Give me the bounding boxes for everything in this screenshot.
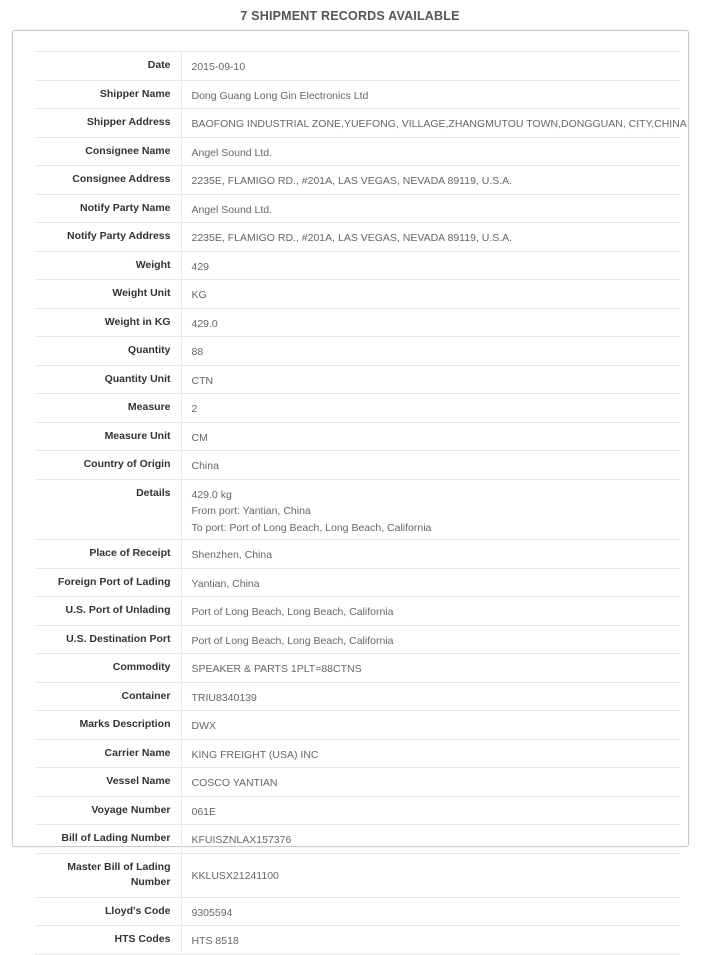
- row-quantity-unit: [35, 365, 680, 394]
- field-label: HTS Codes: [35, 926, 181, 955]
- row-commodity: [35, 654, 680, 683]
- field-value: KFUISZNLAX157376: [181, 825, 680, 854]
- field-label-line: Number: [130, 876, 171, 888]
- field-value: Port of Long Beach, Long Beach, California: [181, 625, 680, 654]
- field-label: Measure Unit: [35, 422, 181, 451]
- field-label: U.S. Destination Port: [35, 625, 181, 654]
- row-weight-unit: [35, 280, 680, 309]
- row-foreign-port-of-lading: [35, 568, 680, 597]
- field-label: Date: [35, 52, 181, 81]
- row-weight: [35, 251, 680, 280]
- row-us-port-of-unlading: [35, 597, 680, 626]
- field-label: Voyage Number: [35, 796, 181, 825]
- field-label: [35, 853, 181, 897]
- row-marks-description: [35, 711, 680, 740]
- field-label: Details: [35, 479, 181, 540]
- row-voyage-number: [35, 796, 680, 825]
- row-details: [35, 479, 680, 540]
- field-value: Angel Sound Ltd.: [181, 194, 680, 223]
- field-value: Dong Guang Long Gin Electronics Ltd: [181, 80, 680, 109]
- details-to-port-line: To port: Port of Long Beach, Long Beach, California: [191, 521, 432, 534]
- details-from-port-line: From port: Yantian, China: [191, 505, 311, 517]
- field-label: Container: [35, 682, 181, 711]
- row-consignee-address: [35, 166, 680, 195]
- field-value: BAOFONG INDUSTRIAL ZONE,YUEFONG, VILLAGE,ZHANGMUTOU TOWN,DONGGUAN, CITY,CHINA: [181, 109, 680, 138]
- field-value: KG: [181, 280, 680, 309]
- row-carrier-name: [35, 739, 680, 768]
- field-value: 9305594: [181, 897, 680, 926]
- field-value: COSCO YANTIAN: [181, 768, 680, 797]
- field-label: Place of Receipt: [35, 540, 181, 569]
- field-label-line: Master Bill of Lading: [67, 860, 171, 873]
- field-label: Notify Party Address: [35, 223, 181, 252]
- row-container: [35, 682, 680, 711]
- field-label: Vessel Name: [35, 768, 181, 797]
- details-weight-line: 429.0 kg: [191, 488, 232, 501]
- field-value: DWX: [181, 711, 680, 740]
- row-quantity: [35, 337, 680, 366]
- row-measure-unit: [35, 422, 680, 451]
- field-label: Marks Description: [35, 711, 181, 740]
- field-value: SPEAKER & PARTS 1PLT=88CTNS: [181, 654, 680, 683]
- field-value: CTN: [181, 365, 680, 394]
- row-lloyds-code: [35, 897, 680, 926]
- field-label: Quantity: [35, 337, 181, 366]
- field-label: Notify Party Name: [35, 194, 181, 223]
- field-value: 429: [181, 251, 680, 280]
- field-value: 2: [181, 394, 680, 423]
- row-country-of-origin: [35, 451, 680, 480]
- field-label: U.S. Port of Unlading: [35, 597, 181, 626]
- field-label: Lloyd's Code: [35, 897, 181, 926]
- field-value: 2235E, FLAMIGO RD., #201A, LAS VEGAS, NEVADA 89119, U.S.A.: [181, 223, 680, 252]
- field-label: Country of Origin: [35, 451, 181, 480]
- field-value: Port of Long Beach, Long Beach, California: [181, 597, 680, 626]
- field-value: China: [181, 451, 680, 480]
- field-value: Angel Sound Ltd.: [181, 137, 680, 166]
- row-notify-party-name: [35, 194, 680, 223]
- shipment-record-table: [35, 51, 687, 955]
- row-bill-of-lading-number: [35, 825, 680, 854]
- row-consignee-name: [35, 137, 680, 166]
- field-value: 2235E, FLAMIGO RD., #201A, LAS VEGAS, NEVADA 89119, U.S.A.: [181, 166, 680, 195]
- field-label: Weight: [35, 251, 181, 280]
- field-value: KKLUSX21241100: [181, 853, 680, 897]
- field-label: Weight Unit: [35, 280, 181, 309]
- row-shipper-address: [35, 109, 680, 138]
- row-shipper-name: [35, 80, 680, 109]
- field-value: [181, 479, 680, 540]
- field-value: HTS 8518: [181, 926, 680, 955]
- field-label: Bill of Lading Number: [35, 825, 181, 854]
- row-place-of-receipt: [35, 540, 680, 569]
- shipment-record-card: [12, 30, 689, 947]
- field-label: Commodity: [35, 654, 181, 683]
- field-label: Quantity Unit: [35, 365, 181, 394]
- field-value: 88: [181, 337, 680, 366]
- field-value: 429.0: [181, 308, 680, 337]
- row-notify-party-address: [35, 223, 680, 252]
- row-vessel-name: [35, 768, 680, 797]
- field-value: 2015-09-10: [181, 52, 680, 81]
- field-label: Foreign Port of Lading: [35, 568, 181, 597]
- field-value: TRIU8340139: [181, 682, 680, 711]
- row-date: [35, 52, 680, 81]
- field-label: Shipper Address: [35, 109, 181, 138]
- field-value: CM: [181, 422, 680, 451]
- field-label: Measure: [35, 394, 181, 423]
- row-weight-in-kg: [35, 308, 680, 337]
- field-value: KING FREIGHT (USA) INC: [181, 739, 680, 768]
- field-label: Carrier Name: [35, 739, 181, 768]
- field-value: Yantian, China: [181, 568, 680, 597]
- field-value: Shenzhen, China: [181, 540, 680, 569]
- row-master-bill-of-lading-number: [35, 853, 680, 897]
- row-measure: [35, 394, 680, 423]
- field-label: Consignee Address: [35, 166, 181, 195]
- row-us-destination-port: [35, 625, 680, 654]
- field-label: Consignee Name: [35, 137, 181, 166]
- row-hts-codes: [35, 926, 680, 955]
- field-value: 061E: [181, 796, 680, 825]
- field-label: Shipper Name: [35, 80, 181, 109]
- field-label: Weight in KG: [35, 308, 181, 337]
- page-title: 7 SHIPMENT RECORDS AVAILABLE: [240, 9, 460, 23]
